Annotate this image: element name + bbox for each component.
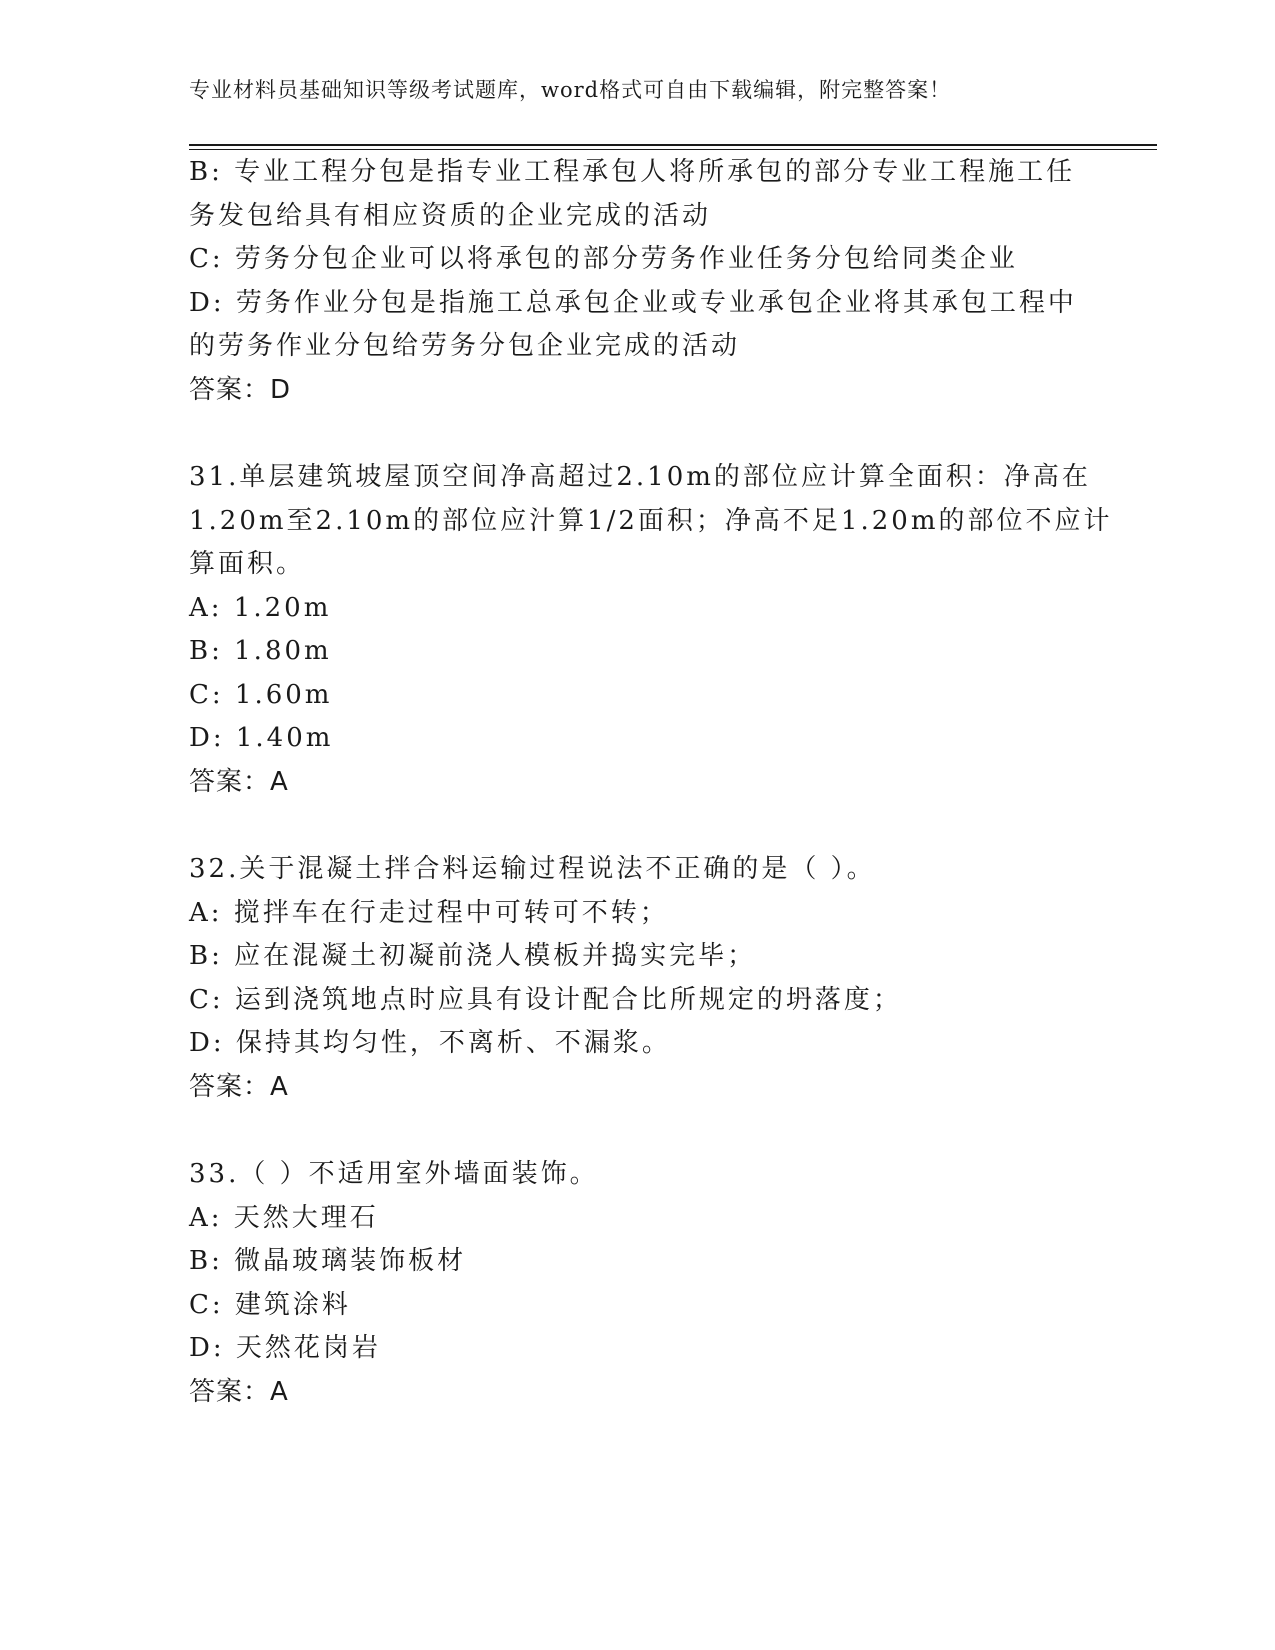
- option-line: 务发包给具有相应资质的企业完成的活动: [189, 201, 712, 231]
- question-line: 33.（ ）不适用室外墙面装饰。: [189, 1159, 599, 1189]
- answer-line: 答案：A: [189, 767, 289, 797]
- page-header: 专业材料员基础知识等级考试题库，word格式可自由下载编辑，附完整答案！: [189, 78, 952, 102]
- answer-line: 答案：A: [189, 1377, 289, 1407]
- question-line: 1.20m至2.10m的部位应汁算1/2面积；净高不足1.20m的部位不应计: [189, 506, 1113, 536]
- question-line: 31.单层建筑坡屋顶空间净高超过2.10m的部位应计算全面积：净高在: [189, 462, 1091, 492]
- option-line: D: 天然花岗岩: [189, 1333, 381, 1363]
- option-line: B: 微晶玻璃装饰板材: [189, 1246, 467, 1276]
- question-line: 算面积。: [189, 549, 306, 579]
- option-line: D: 1.40m: [189, 723, 334, 753]
- question-line: 32.关于混凝土拌合料运输过程说法不正确的是（ ）。: [189, 854, 876, 884]
- header-divider: [189, 144, 1157, 150]
- option-line: B: 专业工程分包是指专业工程承包人将所承包的部分专业工程施工任: [189, 157, 1076, 187]
- answer-line: 答案：D: [189, 375, 292, 405]
- option-line: A: 1.20m: [189, 593, 332, 623]
- option-line: D: 保持其均匀性，不离析、不漏浆。: [189, 1028, 671, 1058]
- option-line: C: 建筑涂料: [189, 1290, 351, 1320]
- option-line: C: 运到浇筑地点时应具有设计配合比所规定的坍落度；: [189, 985, 902, 1015]
- option-line: C: 1.60m: [189, 680, 333, 710]
- option-line: B: 应在混凝土初凝前浇人模板并捣实完毕；: [189, 941, 757, 971]
- option-line: A: 搅拌车在行走过程中可转可不转；: [189, 898, 669, 928]
- option-line: 的劳务作业分包给劳务分包企业完成的活动: [189, 331, 741, 361]
- option-line: D: 劳务作业分包是指施工总承包企业或专业承包企业将其承包工程中: [189, 288, 1077, 318]
- option-line: A: 天然大理石: [189, 1203, 379, 1233]
- option-line: B: 1.80m: [189, 636, 332, 666]
- answer-line: 答案：A: [189, 1072, 289, 1102]
- option-line: C: 劳务分包企业可以将承包的部分劳务作业任务分包给同类企业: [189, 244, 1018, 274]
